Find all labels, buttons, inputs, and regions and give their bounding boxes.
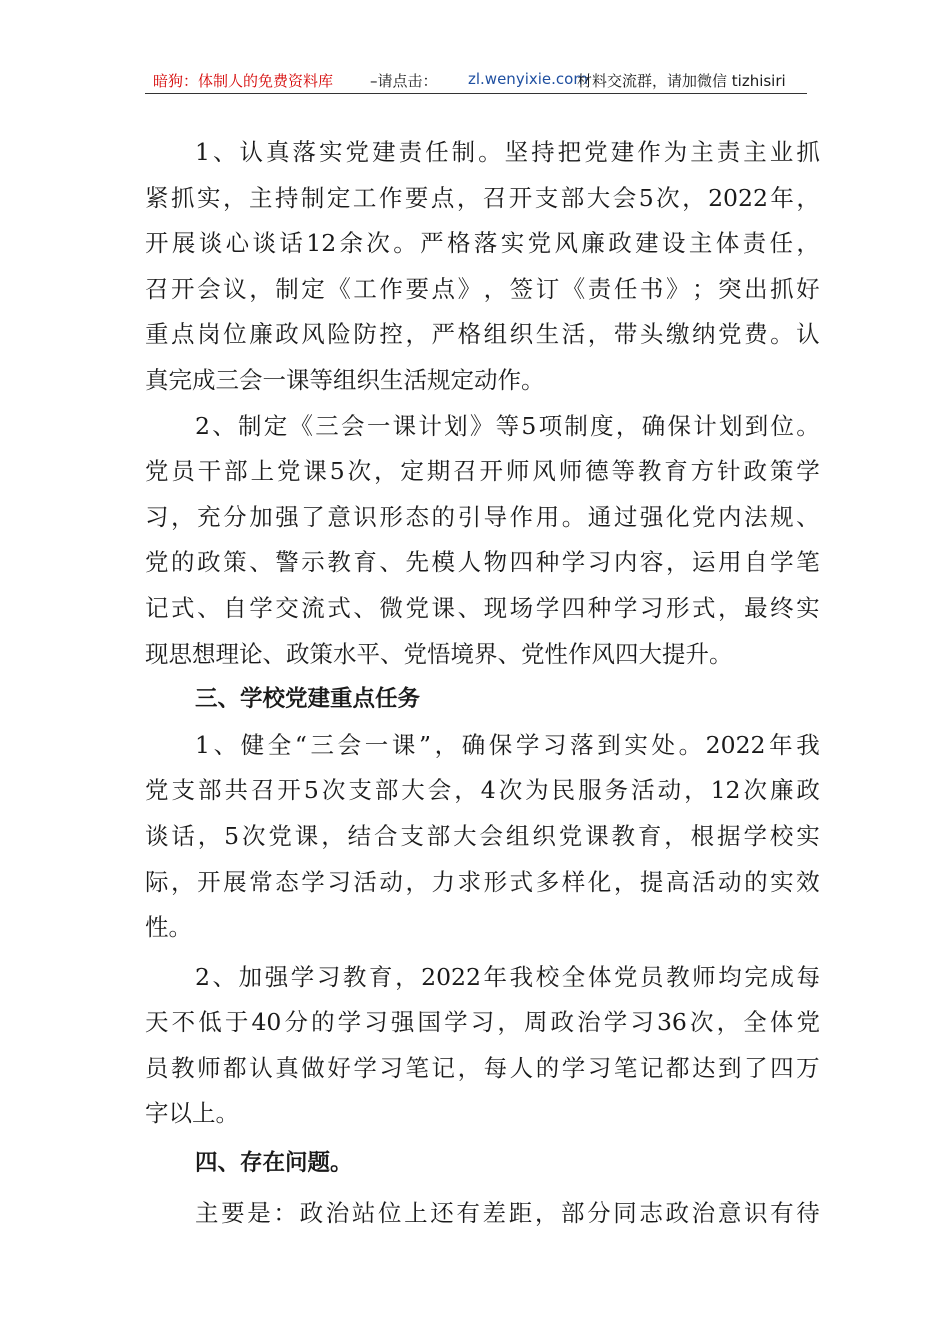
text-line: 现思想理论、政策水平、党悟境界、党性作风四大提升。 (145, 639, 733, 668)
section-heading: 三、学校党建重点任务 (195, 686, 421, 713)
text-line: 员 教 师 都 认 真 做 好 学 习 笔 记 ， 每 人 的 学 习 笔 记 都 达 到 了 四 万 (145, 1053, 820, 1082)
header-click-prompt: –请点击： (370, 72, 438, 90)
text-line: 紧 抓 实 ， 主 持 制 定 工 作 要 点 ， 召 开 支 部 大 会 5 次 ， 2022 年 ， (145, 183, 820, 212)
section-heading: 四、存在问题。 (195, 1150, 353, 1177)
text-line: 1 、 认 真 落 实 党 建 责 任 制 。 坚 持 把 党 建 作 为 主 责 主 业 抓 (195, 138, 820, 166)
text-line: 习 ， 充 分 加 强 了 意 识 形 态 的 引 导 作 用 。 通 过 强 化 党 内 法 规 、 (145, 502, 820, 531)
text-line: 党 员 干 部 上 党 课 5 次 ， 定 期 召 开 师 风 师 德 等 教 育 方 针 政 策 学 (145, 457, 820, 486)
header-wechat-note: 材料交流群，请加微信 tizhisiri (577, 72, 786, 90)
text-line: 性。 (145, 913, 192, 942)
document-body (145, 130, 820, 1236)
text-line: 际 ， 开 展 常 态 学 习 活 动 ， 力 求 形 式 多 样 化 ， 提 高 活 动 的 实 效 (145, 867, 820, 896)
text-line: 党 的 政 策 、 警 示 教 育 、 先 模 人 物 四 种 学 习 内 容 ， 运 用 自 学 笔 (145, 548, 820, 577)
header-divider (145, 93, 807, 94)
text-line: 真完成三会一课等组织生活规定动作。 (145, 365, 545, 394)
text-line: 党 支 部 共 召 开 5 次 支 部 大 会 ， 4 次 为 民 服 务 活 动 ， 12 次 廉 政 (145, 776, 820, 805)
header-site-name: 暗狗：体制人的免费资料库 (153, 72, 334, 90)
text-line: 记 式 、 自 学 交 流 式 、 微 党 课 、 现 场 学 四 种 学 习 形 式 ， 最 终 实 (145, 593, 820, 622)
text-line: 谈 话 ， 5 次 党 课 ， 结 合 支 部 大 会 组 织 党 课 教 育 ， 根 据 学 校 实 (145, 821, 820, 850)
text-line: 主 要 是 ： 政 治 站 位 上 还 有 差 距 ， 部 分 同 志 政 治 意 识 有 待 (195, 1198, 820, 1227)
text-line: 1 、 健 全 “ 三 会 一 课 ” ， 确 保 学 习 落 到 实 处 。 2022 年 我 (195, 730, 820, 759)
text-line: 召 开 会 议 ， 制 定 《 工 作 要 点 》 ， 签 订 《 责 任 书 》 ； 突 出 抓 好 (145, 274, 820, 303)
text-line: 重 点 岗 位 廉 政 风 险 防 控 ， 严 格 组 织 生 活 ， 带 头 缴 纳 党 费 。 认 (145, 320, 820, 349)
text-line: 字以上。 (145, 1099, 239, 1128)
text-line: 开 展 谈 心 谈 话 12 余 次 。 严 格 落 实 党 风 廉 政 建 设 主 体 责 任 ， (145, 229, 820, 258)
text-line: 2 、 制 定 《 三 会 一 课 计 划 》 等 5 项 制 度 ， 确 保 计 划 到 位 。 (195, 411, 820, 440)
page-header (145, 70, 805, 92)
text-line: 天 不 低 于 40 分 的 学 习 强 国 学 习 ， 周 政 治 学 习 36 次 ， 全 体 党 (145, 1008, 820, 1037)
text-line: 2 、 加 强 学 习 教 育 ， 2022 年 我 校 全 体 党 员 教 师 均 完 成 每 (195, 962, 820, 991)
header-url-link[interactable]: zl.wenyixie.com (468, 70, 588, 88)
